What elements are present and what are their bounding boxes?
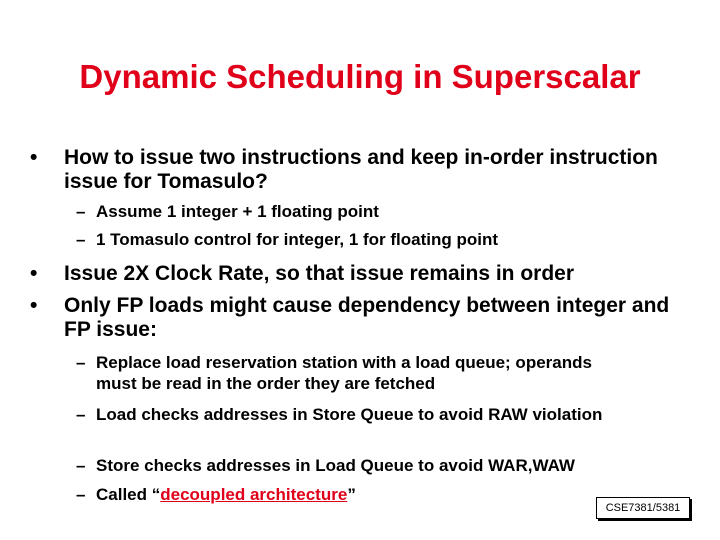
dash-symbol: – (76, 353, 86, 372)
sub-bullet-text: Assume 1 integer + 1 floating point (96, 202, 379, 221)
sub-bullet-item (76, 352, 636, 394)
slide-title: Dynamic Scheduling in Superscalar (79, 58, 641, 95)
course-code-badge: CSE7381/5381 (596, 497, 690, 519)
sub-bullet-item (76, 404, 636, 425)
dash-symbol: – (76, 405, 86, 424)
called-suffix: ” (347, 485, 356, 504)
dash-symbol: – (76, 230, 86, 249)
bullet-symbol: • (30, 262, 38, 285)
dash-symbol: – (76, 202, 86, 221)
dash-symbol: – (76, 456, 86, 475)
sub-bullet-item (76, 229, 676, 250)
sub-bullet-text: Store checks addresses in Load Queue to avoid WAR,WAW (96, 456, 575, 475)
sub-bullet-item (76, 455, 686, 476)
sub-bullet-text: 1 Tomasulo control for integer, 1 for floating point (96, 230, 499, 249)
bullet-symbol: • (30, 146, 38, 169)
bullet-text: Only FP loads might cause dependency between integer and FP issue: (64, 294, 670, 341)
called-prefix: Called “ (96, 485, 161, 504)
sub-bullet-text: Load checks addresses in Store Queue to avoid RAW violation (96, 405, 603, 424)
bullet-text: Issue 2X Clock Rate, so that issue remains in order (64, 262, 575, 285)
bullet-item (30, 294, 690, 342)
bullet-text: How to issue two instructions and keep in-order instruction issue for Tomasulo? (64, 146, 658, 193)
sub-bullet-text (96, 484, 676, 505)
bullet-item (30, 146, 690, 194)
bullet-item (30, 262, 690, 286)
sub-bullet-text: Replace load reservation station with a load queue; operands must be read in the order they are fetched (96, 353, 592, 393)
sub-bullet-item (76, 201, 676, 222)
decoupled-architecture-link[interactable]: decoupled architecture (160, 485, 348, 504)
bullet-symbol: • (30, 294, 38, 317)
sub-bullet-item (76, 484, 676, 505)
dash-symbol: – (76, 485, 86, 504)
